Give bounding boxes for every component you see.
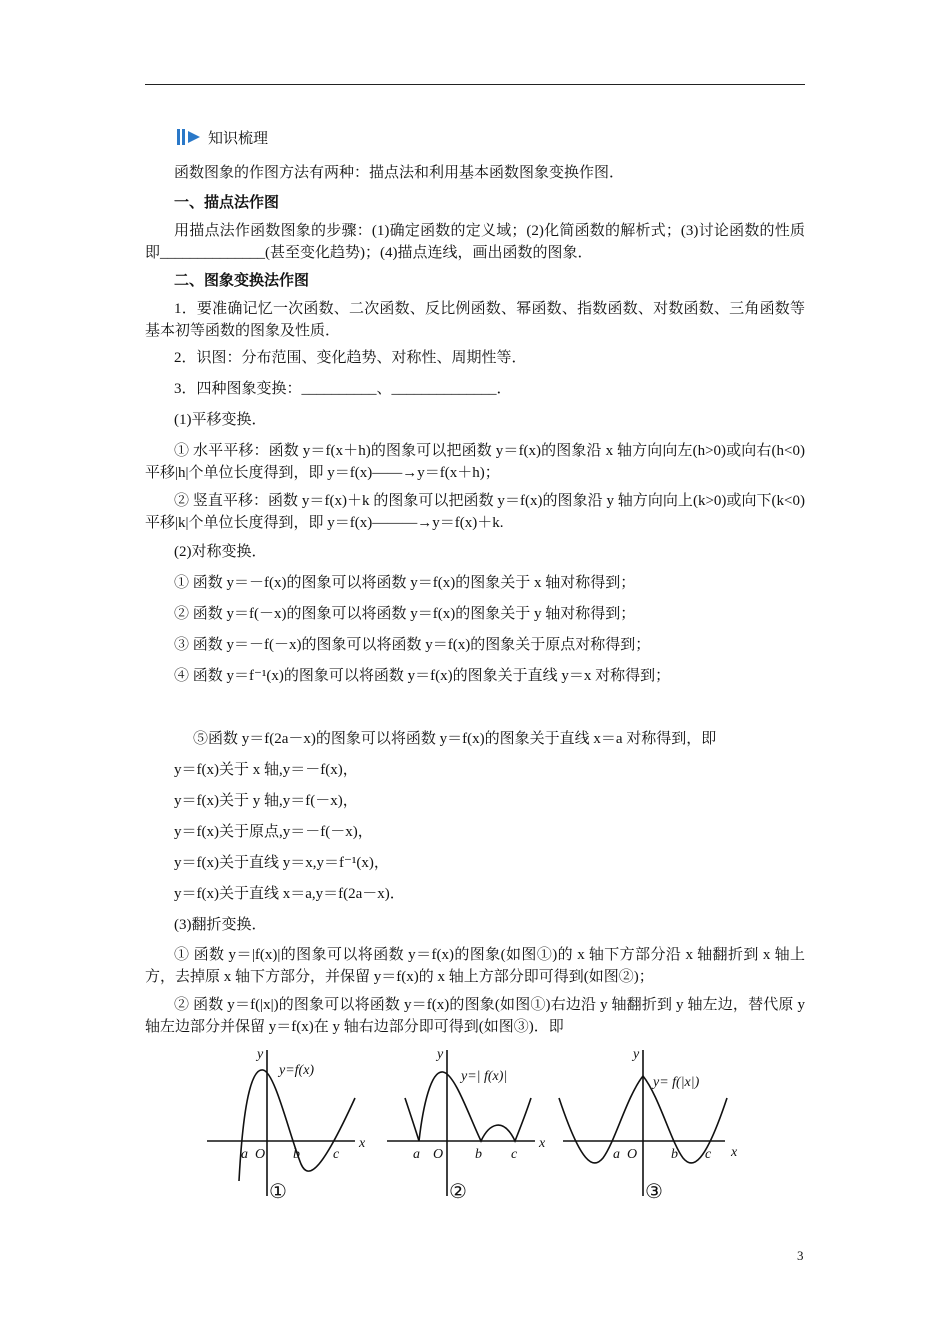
figure-1	[207, 1047, 366, 1203]
tick-o: O	[627, 1147, 638, 1162]
tick-c: c	[333, 1147, 340, 1162]
figure-label: y=| f(x)|	[461, 1069, 508, 1084]
axis-y-label: y	[437, 1047, 444, 1062]
tick-o: O	[433, 1147, 444, 1162]
text-paragraph: 用描点法作函数图象的步骤：(1)确定函数的定义域；(2)化简函数的解析式；(3)讨论函数的性质即______________(甚至变化趋势)；(4)描点连线，画出函数的图象．	[145, 223, 805, 261]
text-paragraph: ② 函数 y＝f(|x|)的图象可以将函数 y＝f(x)的图象(如图①)右边沿 y 轴翻折到 y 轴左边，替代原 y 轴左边部分并保留 y＝f(x)在 y 轴右边部分即可得到(如图③)．即	[145, 997, 805, 1035]
tick-b: b	[671, 1147, 678, 1162]
text-line: ④ 函数 y＝f⁻¹(x)的图象可以将函数 y＝f(x)的图象关于直线 y＝x 对称得到；	[174, 668, 671, 684]
graph-figures	[205, 1046, 750, 1206]
tick-a: a	[413, 1147, 420, 1162]
axis-x-label: x	[359, 1136, 366, 1151]
text-line: ⑤函数 y＝f(2a－x)的图象可以将函数 y＝f(x)的图象关于直线 x＝a 对称得到，即	[193, 731, 717, 747]
text-line: ③ 函数 y＝－f(－x)的图象可以将函数 y＝f(x)的图象关于原点对称得到；	[174, 637, 651, 653]
axis-y-label: y	[257, 1047, 264, 1062]
figure-label: y=f(x)	[279, 1063, 315, 1078]
text-line: y＝f(x)关于直线 y＝x,y＝f⁻¹(x)，	[174, 855, 389, 871]
tick-b: b	[475, 1147, 482, 1162]
tick-a: a	[613, 1147, 620, 1162]
text-line: (2)对称变换．	[174, 544, 267, 560]
heading-1: 一、描点法作图	[174, 194, 280, 211]
axis-x-label: x	[731, 1145, 738, 1160]
text-paragraph: 1．要准确记忆一次函数、二次函数、反比例函数、幂函数、指数函数、对数函数、三角函数等基本初等函数的图象及性质．	[145, 301, 805, 339]
tick-a: a	[241, 1147, 248, 1162]
tick-c: c	[511, 1147, 518, 1162]
text-line: 2．识图：分布范围、变化趋势、对称性、周期性等．	[174, 350, 527, 366]
figure-number: ③	[645, 1181, 663, 1203]
figure-label: y= f(|x|)	[653, 1075, 700, 1090]
text-line: 函数图象的作图方法有两种：描点法和利用基本函数图象变换作图．	[174, 165, 625, 181]
text-line: ① 函数 y＝－f(x)的图象可以将函数 y＝f(x)的图象关于 x 轴对称得到；	[174, 575, 636, 591]
page-number: 3	[797, 1248, 804, 1263]
figure-number: ①	[269, 1181, 287, 1203]
figure-2	[387, 1047, 546, 1203]
figure-number: ②	[449, 1181, 467, 1203]
curve-fx	[239, 1070, 355, 1181]
heading-2: 二、图象变换法作图	[174, 272, 310, 289]
text-line: y＝f(x)关于 y 轴,y＝f(－x)，	[174, 793, 358, 809]
tick-o: O	[255, 1147, 266, 1162]
section-header	[176, 126, 268, 148]
text-line: y＝f(x)关于 x 轴,y＝－f(x)，	[174, 762, 358, 778]
tick-b: b	[293, 1147, 300, 1162]
text-line: (3)翻折变换．	[174, 917, 267, 933]
text-paragraph: ② 竖直平移：函数 y＝f(x)＋k 的图象可以把函数 y＝f(x)的图象沿 y 轴方向向上(k>0)或向下(k<0)平移|k|个单位长度得到，即 y＝f(x)———→y＝f(x)＋k.	[145, 493, 805, 531]
text-line: y＝f(x)关于原点,y＝－f(－x)，	[174, 824, 373, 840]
blue-bars-icon	[176, 127, 204, 147]
axis-x-label: x	[539, 1136, 546, 1151]
text-line: (1)平移变换．	[174, 412, 267, 428]
figure-3	[559, 1047, 738, 1203]
text-line: ② 函数 y＝f(－x)的图象可以将函数 y＝f(x)的图象关于 y 轴对称得到；	[174, 606, 636, 622]
text-line: y＝f(x)关于直线 x＝a,y＝f(2a－x)．	[174, 886, 405, 902]
curve-abs-fx-left	[405, 1098, 419, 1141]
text-line: 3．四种图象变换：__________、______________．	[174, 381, 512, 397]
header-rule	[145, 84, 805, 85]
section-title: 知识梳理	[208, 129, 269, 147]
text-paragraph: ① 函数 y＝|f(x)|的图象可以将函数 y＝f(x)的图象(如图①)的 x 轴下方部分沿 x 轴翻折到 x 轴上方，去掉原 x 轴下方部分，并保留 y＝f(x)的 x 轴上方部分即可得到(如图②)；	[145, 947, 805, 985]
tick-c: c	[705, 1147, 712, 1162]
text-paragraph: ① 水平平移：函数 y＝f(x＋h)的图象可以把函数 y＝f(x)的图象沿 x 轴方向向左(h>0)或向右(h<0)平移|h|个单位长度得到，即 y＝f(x)——→y＝f(x＋h)；	[145, 443, 805, 481]
axis-y-label: y	[633, 1047, 640, 1062]
